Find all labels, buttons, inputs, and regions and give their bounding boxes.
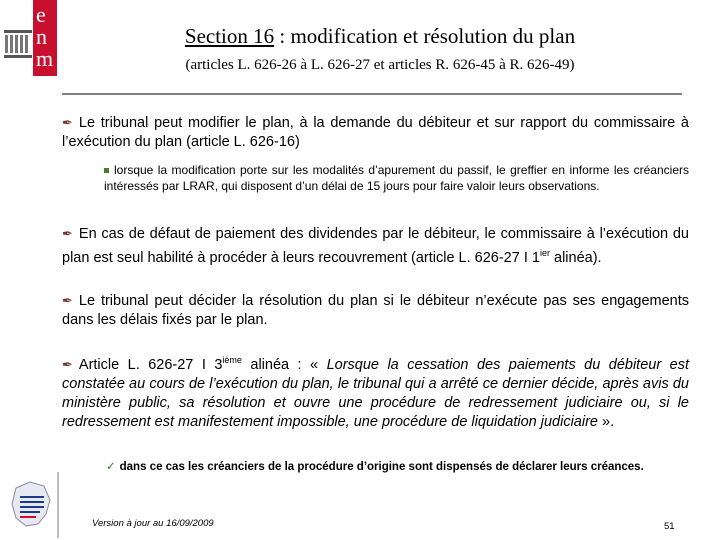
logo-letter-n: n	[36, 24, 47, 49]
paragraph-modification	[62, 113, 689, 152]
checkmark-icon: ✓	[106, 461, 116, 473]
pen-bullet-icon: ✒	[62, 226, 73, 241]
logo-letter-e: e	[36, 2, 46, 27]
header-divider	[62, 93, 682, 95]
quote-open: alinéa : «	[241, 356, 327, 373]
page-title	[70, 24, 690, 49]
paragraph-text: En cas de défaut de paiement des dividendes par le débiteur, le commissaire à l’exécution du plan est seul habilité à procéder à leurs recouvrement (article L. 626-27 I 1	[62, 226, 689, 266]
version-date: Version à jour au 16/09/2009	[92, 518, 214, 529]
paragraph-text: Le tribunal peut décider la résolution du plan si le débiteur n’exécute pas ses engagements dans les délais fixés par le plan.	[62, 293, 689, 328]
title-text: : modification et résolution du plan	[274, 24, 576, 48]
paragraph-article-citation	[62, 351, 689, 432]
republic-emblem-icon	[8, 478, 56, 534]
footer-divider	[57, 472, 59, 538]
logo-letter-m: m	[36, 46, 54, 71]
superscript: ier	[539, 248, 550, 258]
checkpoint-note	[106, 459, 644, 473]
section-number: Section 16	[184, 24, 275, 48]
pen-bullet-icon: ✒	[62, 356, 73, 372]
enm-logo	[0, 0, 60, 78]
paragraph-resolution	[62, 291, 689, 330]
subpoint-text: lorsque la modification porte sur les modalités d’apurement du passif, le greffier en informe les créanciers intéressés par LRAR, qui disposent d’un délai de 15 jours pour faire valoir leurs observations.	[104, 163, 689, 193]
checkpoint-text: dans ce cas les créanciers de la procédure d’origine sont dispensés de déclarer leurs créances.	[119, 461, 644, 473]
paragraph-text: Le tribunal peut modifier le plan, à la demande du débiteur et sur rapport du commissaire à l’exécution du plan (article L. 626-16)	[62, 115, 689, 150]
quoted-text: Lorsque la cessation des paiements du débiteur est constatée au cours de l’exécution du plan, le tribunal qui a arrêté ce dernier décide, après avis du ministère public, sa résolution et ouvre une procédure de redressement judiciaire ou, si le redressement est manifestement impossible, une procédure de liquidation judiciaire	[62, 356, 689, 430]
paragraph-text-end: alinéa).	[549, 249, 602, 266]
pen-bullet-icon: ✒	[62, 115, 73, 130]
subpoint-lrar	[104, 162, 689, 194]
page-subtitle: (articles L. 626-26 à L. 626-27 et articles R. 626-45 à R. 626-49)	[185, 57, 575, 73]
columns-icon	[4, 30, 32, 60]
pen-bullet-icon: ✒	[62, 293, 73, 308]
quote-close: ».	[597, 413, 615, 430]
superscript: ième	[222, 355, 242, 365]
paragraph-defaut-paiement	[62, 224, 689, 268]
square-bullet-icon	[104, 168, 109, 173]
article-ref: Article L. 626-27 I 3	[78, 356, 223, 373]
page-number: 51	[664, 521, 675, 532]
